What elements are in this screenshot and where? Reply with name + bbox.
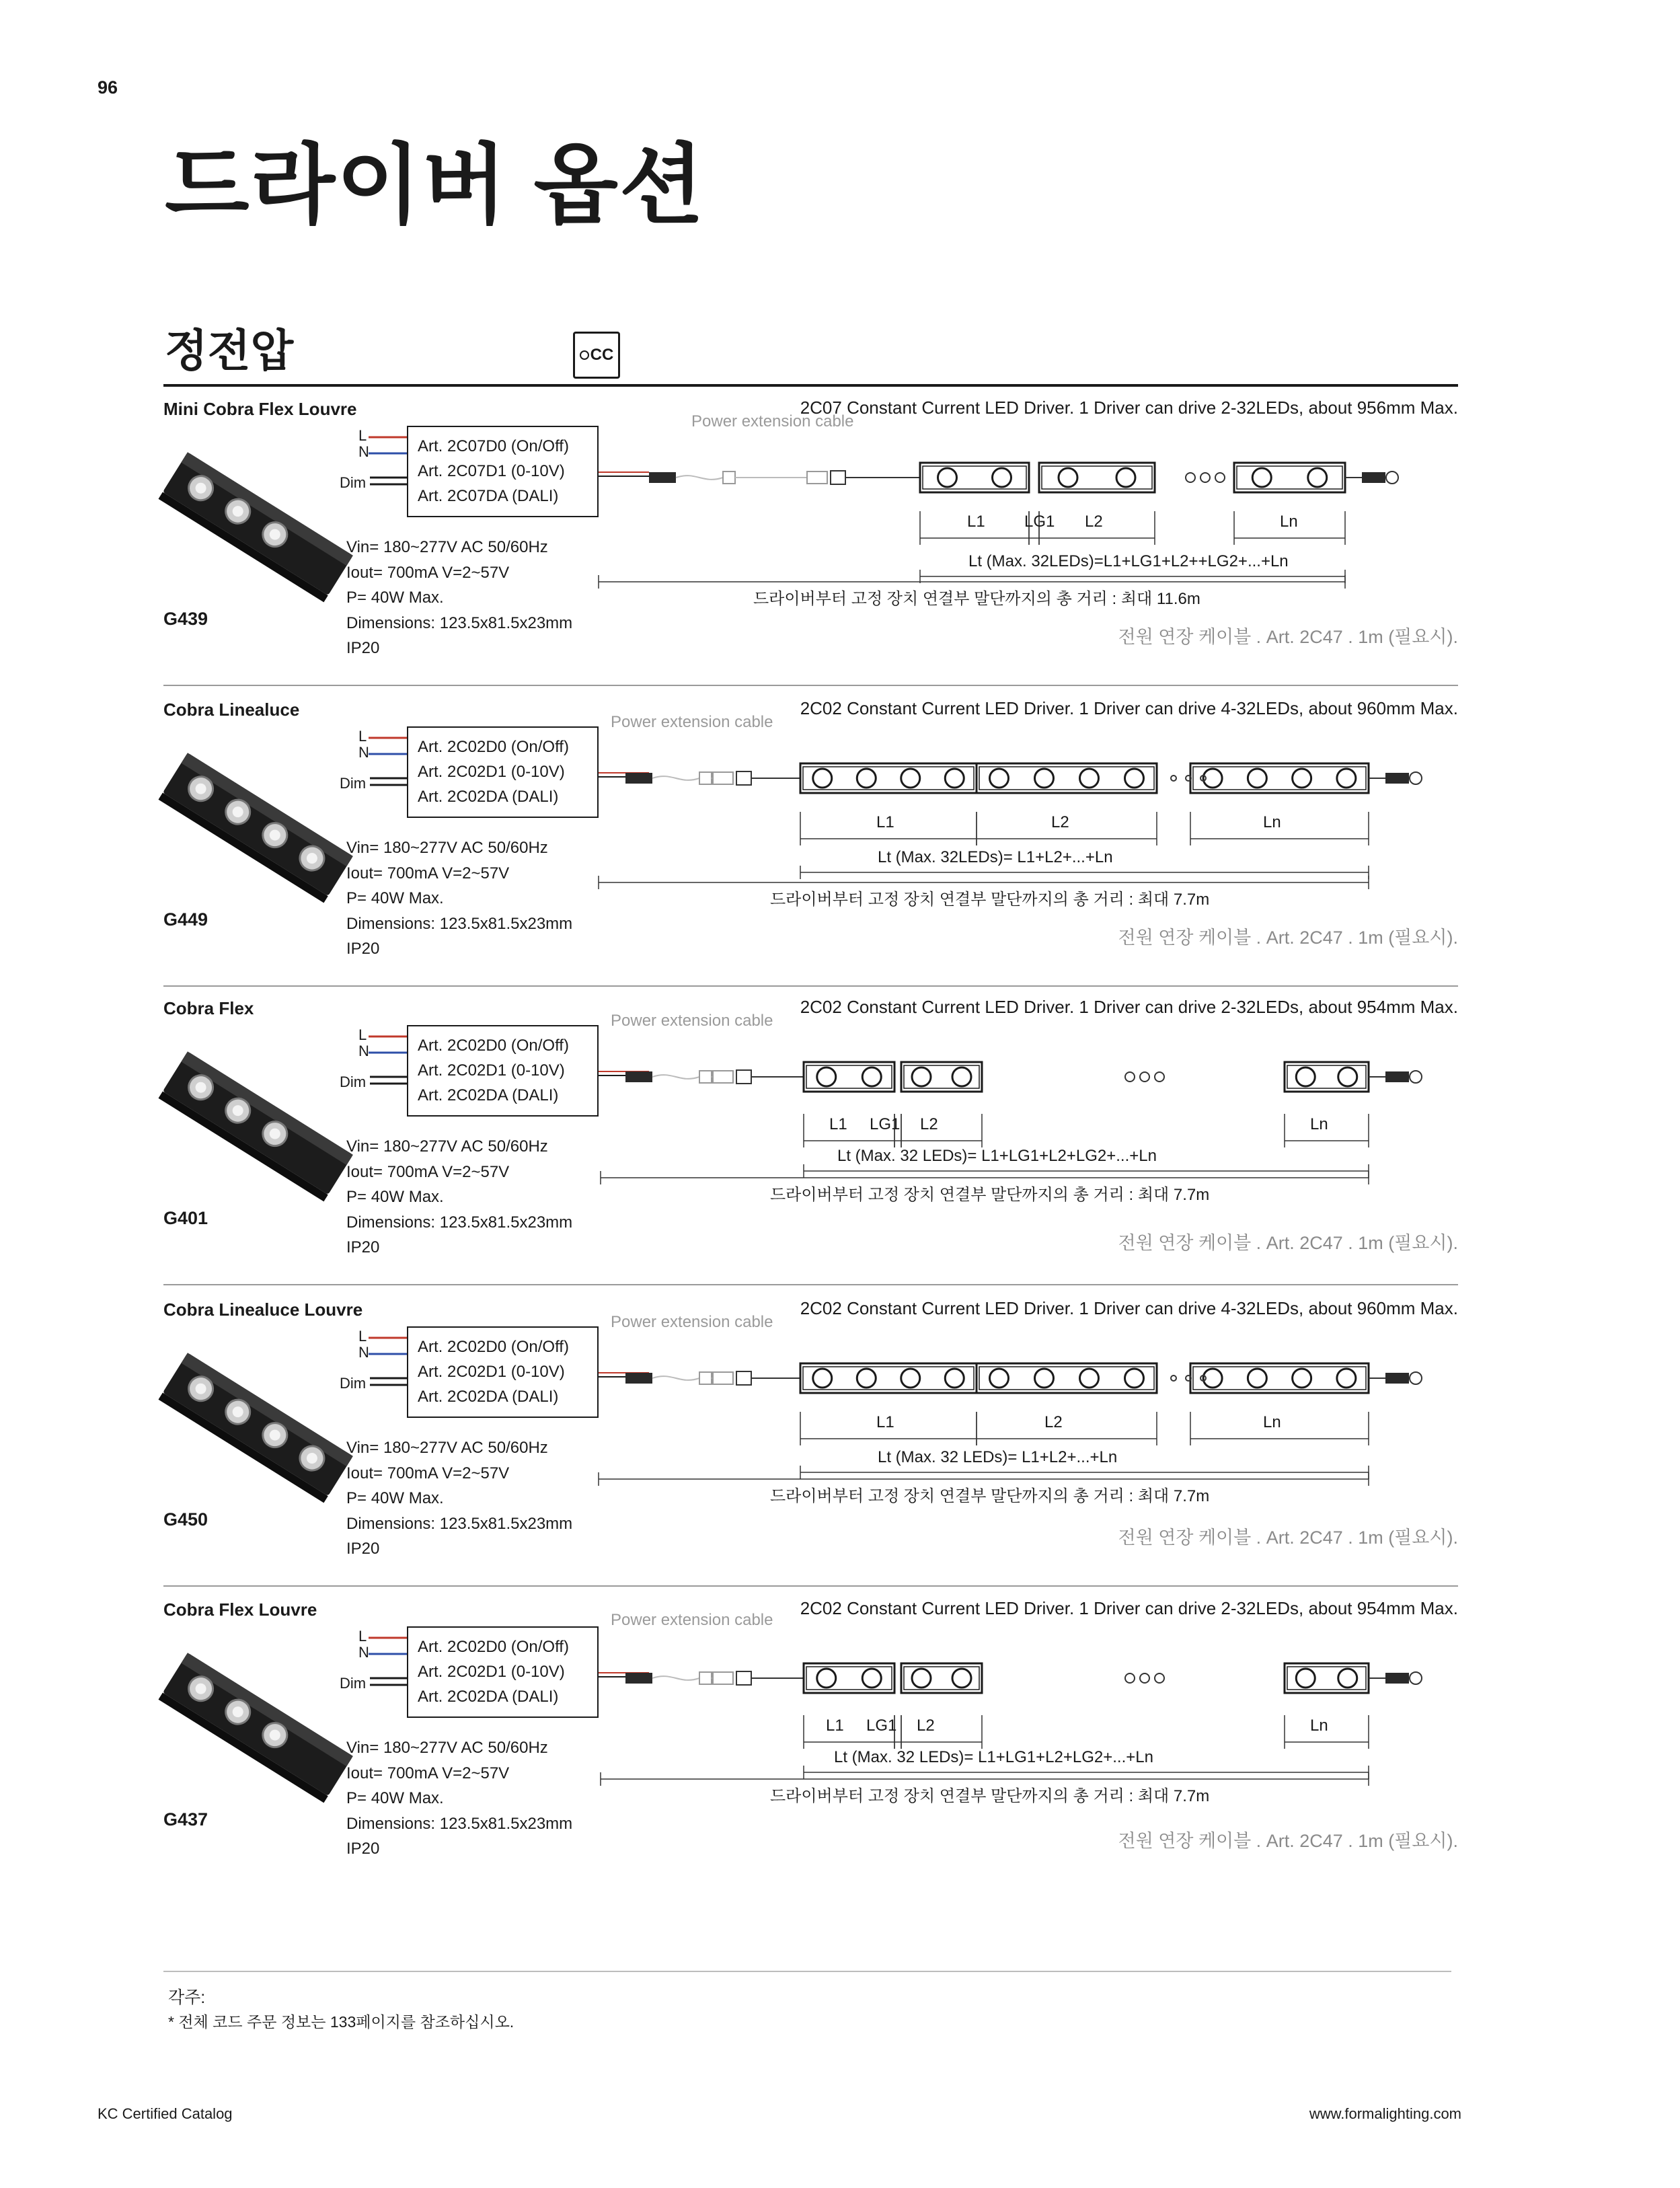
spec-line: IP20: [346, 1238, 380, 1256]
spec-line: P= 40W Max.: [346, 1188, 444, 1206]
driver-article: Art. 2C02D1 (0-10V): [418, 763, 565, 781]
cc-badge: [573, 332, 620, 379]
continuation-dot: [1186, 473, 1195, 482]
spec-line: Dimensions: 123.5x81.5x23mm: [346, 1213, 573, 1232]
cc-badge-label: CC: [590, 346, 614, 364]
product-description: 2C02 Constant Current LED Driver. 1 Driver can drive 4-32LEDs, about 960mm Max.: [800, 698, 1458, 718]
continuation-dot: [1125, 1072, 1135, 1082]
connector-icon: [831, 471, 845, 484]
wire-label-n: N: [358, 744, 369, 761]
segment-label: L2: [1085, 513, 1103, 531]
fixture-module: [901, 1062, 982, 1092]
continuation-dot: [1171, 1375, 1176, 1381]
connector-icon: [649, 472, 676, 483]
end-cap-icon: [1385, 1071, 1409, 1082]
total-distance: 드라이버부터 고정 장치 연결부 말단까지의 총 거리 : 최대 7.7m: [770, 1787, 1210, 1805]
continuation-dot: [1200, 473, 1210, 482]
product-name: Cobra Flex: [163, 998, 254, 1018]
plug-icon: [699, 1071, 712, 1083]
spec-line: IP20: [346, 1540, 380, 1558]
spec-line: Vin= 180~277V AC 50/60Hz: [346, 839, 548, 857]
spec-line: IP20: [346, 1840, 380, 1858]
plug-icon: [713, 1372, 733, 1384]
lt-formula: Lt (Max. 32 LEDs)= L1+LG1+L2+LG2+...+Ln: [837, 1147, 1157, 1165]
continuation-dot: [1215, 473, 1225, 482]
plug-icon: [699, 1672, 712, 1684]
segment-label: L2: [917, 1717, 935, 1735]
plug-icon: [713, 1071, 733, 1083]
lt-formula: Lt (Max. 32LEDs)=L1+LG1+L2++LG2+...+Ln: [968, 552, 1289, 570]
wire-label-l: L: [358, 1026, 367, 1043]
wire-label-dim: Dim: [340, 474, 367, 491]
fixture-module: [1190, 763, 1369, 793]
spec-line: Vin= 180~277V AC 50/60Hz: [346, 1739, 548, 1757]
fixture-module: [1039, 463, 1155, 492]
product-code: G439: [163, 609, 208, 629]
end-loop-icon: [1410, 1672, 1422, 1684]
spec-line: Dimensions: 123.5x81.5x23mm: [346, 914, 573, 933]
wire-label-l: L: [358, 1328, 367, 1345]
spec-line: IP20: [346, 940, 380, 958]
spec-line: Iout= 700mA V=2~57V: [346, 1162, 510, 1181]
spec-line: IP20: [346, 639, 380, 657]
lt-formula: Lt (Max. 32LEDs)= L1+L2+...+Ln: [878, 848, 1113, 866]
product-name: Mini Cobra Flex Louvre: [163, 399, 357, 419]
segment-label: L2: [1044, 1413, 1063, 1431]
end-cap-icon: [1362, 472, 1385, 483]
power-cable-label: Power extension cable: [611, 1012, 773, 1030]
wire-label-n: N: [358, 1644, 369, 1661]
product-description: 2C02 Constant Current LED Driver. 1 Driver can drive 4-32LEDs, about 960mm Max.: [800, 1298, 1458, 1318]
wire-label-dim: Dim: [340, 1375, 367, 1392]
notes-title: 각주:: [168, 1988, 206, 2007]
total-distance: 드라이버부터 고정 장치 연결부 말단까지의 총 거리 : 최대 7.7m: [770, 1487, 1210, 1505]
extension-note: 전원 연장 케이블 . Art. 2C47 . 1m (필요시).: [1118, 1527, 1458, 1548]
end-cap-icon: [1385, 1373, 1409, 1384]
footer-catalog-name: KC Certified Catalog: [98, 2105, 233, 2122]
connector-icon: [625, 773, 652, 784]
driver-article: Art. 2C02D1 (0-10V): [418, 1663, 565, 1681]
wire-label-l: L: [358, 1628, 367, 1645]
segment-label: LG1: [866, 1717, 897, 1735]
spec-line: Dimensions: 123.5x81.5x23mm: [346, 1814, 573, 1833]
plug-icon: [807, 471, 827, 484]
product-code: G449: [163, 909, 208, 930]
spec-line: Vin= 180~277V AC 50/60Hz: [346, 1439, 548, 1457]
extension-cable: [676, 476, 723, 480]
plug-icon: [699, 772, 712, 784]
segment-label: Ln: [1280, 513, 1298, 531]
product-code: G401: [163, 1208, 208, 1228]
connector-icon: [625, 1373, 652, 1384]
driver-article: Art. 2C02D1 (0-10V): [418, 1363, 565, 1381]
connector-icon: [736, 771, 751, 785]
connector-icon: [736, 1671, 751, 1685]
end-loop-icon: [1410, 772, 1422, 784]
continuation-dot: [1155, 1072, 1164, 1082]
wire-label-n: N: [358, 1344, 369, 1361]
driver-article: Art. 2C02DA (DALI): [418, 788, 559, 806]
wire-label-n: N: [358, 1043, 369, 1059]
product-block: [0, 687, 1680, 987]
fixture-module: [977, 763, 1157, 793]
power-cable-label: Power extension cable: [611, 713, 773, 731]
segment-label: L1: [826, 1717, 844, 1735]
segment-label: LG1: [1024, 513, 1055, 531]
extension-cable: [652, 1376, 699, 1380]
spec-line: Vin= 180~277V AC 50/60Hz: [346, 1137, 548, 1156]
segment-label: Ln: [1310, 1115, 1328, 1133]
driver-article: Art. 2C07D0 (On/Off): [418, 437, 569, 455]
extension-cable: [652, 1676, 699, 1680]
product-name: Cobra Linealuce: [163, 700, 300, 720]
fixture-module: [800, 1363, 977, 1393]
segment-label: LG1: [870, 1115, 901, 1133]
connector-icon: [736, 1371, 751, 1385]
driver-article: Art. 2C02DA (DALI): [418, 1086, 559, 1104]
product-block: [0, 986, 1680, 1285]
fixture-module: [1190, 1363, 1369, 1393]
segment-label: L1: [876, 813, 894, 831]
driver-article: Art. 2C02DA (DALI): [418, 1388, 559, 1406]
extension-note: 전원 연장 케이블 . Art. 2C47 . 1m (필요시).: [1118, 1233, 1458, 1253]
extension-cable: [652, 776, 699, 780]
fixture-module: [800, 763, 977, 793]
footer-website: www.formalighting.com: [1309, 2105, 1461, 2122]
total-distance: 드라이버부터 고정 장치 연결부 말단까지의 총 거리 : 최대 7.7m: [770, 1186, 1210, 1204]
power-cable-label: Power extension cable: [691, 412, 854, 430]
wire-label-l: L: [358, 728, 367, 745]
product-name: Cobra Flex Louvre: [163, 1599, 317, 1620]
wire-label-dim: Dim: [340, 1073, 367, 1090]
segment-label: L1: [876, 1413, 894, 1431]
extension-note: 전원 연장 케이블 . Art. 2C47 . 1m (필요시).: [1118, 1831, 1458, 1851]
power-cable-label: Power extension cable: [611, 1313, 773, 1331]
product-block: [0, 1587, 1680, 1887]
end-loop-icon: [1386, 471, 1398, 484]
spec-line: P= 40W Max.: [346, 1789, 444, 1807]
spec-line: P= 40W Max.: [346, 589, 444, 607]
fixture-module: [901, 1663, 982, 1693]
extension-note: 전원 연장 케이블 . Art. 2C47 . 1m (필요시).: [1118, 928, 1458, 948]
continuation-dot: [1140, 1673, 1149, 1683]
extension-note: 전원 연장 케이블 . Art. 2C47 . 1m (필요시).: [1118, 627, 1458, 647]
segment-label: L1: [967, 513, 985, 531]
extension-cable: [652, 1075, 699, 1079]
wire-label-dim: Dim: [340, 775, 367, 792]
total-distance: 드라이버부터 고정 장치 연결부 말단까지의 총 거리 : 최대 7.7m: [770, 891, 1210, 909]
end-loop-icon: [1410, 1372, 1422, 1384]
connector-icon: [625, 1673, 652, 1684]
end-loop-icon: [1410, 1071, 1422, 1083]
fixture-module: [920, 463, 1029, 492]
driver-article: Art. 2C02D0 (On/Off): [418, 1338, 569, 1356]
product-name: Cobra Linealuce Louvre: [163, 1299, 363, 1320]
spec-line: Iout= 700mA V=2~57V: [346, 1764, 510, 1782]
end-cap-icon: [1385, 1673, 1409, 1684]
plug-icon: [723, 471, 735, 484]
plug-icon: [713, 772, 733, 784]
segment-label: Ln: [1263, 1413, 1281, 1431]
spec-line: Dimensions: 123.5x81.5x23mm: [346, 1514, 573, 1533]
product-divider: [163, 1284, 1458, 1285]
fixture-module: [977, 1363, 1157, 1393]
wire-label-l: L: [358, 427, 367, 444]
product-description: 2C07 Constant Current LED Driver. 1 Driver can drive 2-32LEDs, about 956mm Max.: [800, 398, 1458, 418]
connector-icon: [736, 1070, 751, 1084]
section-title: 정전압: [165, 326, 294, 375]
driver-article: Art. 2C02DA (DALI): [418, 1688, 559, 1706]
wire-label-dim: Dim: [340, 1675, 367, 1692]
segment-label: Ln: [1310, 1717, 1328, 1735]
product-block: [0, 1287, 1680, 1587]
plug-icon: [699, 1372, 712, 1384]
page-title: 드라이버 옵션: [165, 136, 705, 234]
driver-article: Art. 2C02D1 (0-10V): [418, 1061, 565, 1080]
connector-icon: [625, 1071, 652, 1082]
spec-line: Vin= 180~277V AC 50/60Hz: [346, 538, 548, 556]
spec-line: Iout= 700mA V=2~57V: [346, 1464, 510, 1482]
product-divider: [163, 685, 1458, 686]
product-code: G450: [163, 1509, 208, 1530]
continuation-dot: [1171, 776, 1176, 781]
spec-line: Iout= 700mA V=2~57V: [346, 563, 510, 582]
total-distance: 드라이버부터 고정 장치 연결부 말단까지의 총 거리 : 최대 11.6m: [753, 590, 1200, 608]
driver-article: Art. 2C02D0 (On/Off): [418, 738, 569, 756]
driver-article: Art. 2C02D0 (On/Off): [418, 1036, 569, 1055]
lt-formula: Lt (Max. 32 LEDs)= L1+LG1+L2+LG2+...+Ln: [834, 1748, 1153, 1766]
spec-line: P= 40W Max.: [346, 889, 444, 907]
spec-line: Dimensions: 123.5x81.5x23mm: [346, 613, 573, 632]
product-block: [0, 387, 1680, 686]
driver-article: Art. 2C07D1 (0-10V): [418, 462, 565, 480]
driver-article: Art. 2C02D0 (On/Off): [418, 1638, 569, 1656]
continuation-dot: [1140, 1072, 1149, 1082]
cc-dot-icon: [580, 350, 589, 360]
wire-label-n: N: [358, 443, 369, 460]
notes-text: * 전체 코드 주문 정보는 133페이지를 참조하십시오.: [168, 2013, 514, 2031]
product-description: 2C02 Constant Current LED Driver. 1 Driver can drive 2-32LEDs, about 954mm Max.: [800, 997, 1458, 1017]
continuation-dot: [1155, 1673, 1164, 1683]
end-cap-icon: [1385, 773, 1409, 784]
segment-label: L2: [920, 1115, 938, 1133]
spec-line: P= 40W Max.: [346, 1489, 444, 1507]
page-number: 96: [98, 77, 118, 98]
segment-label: L2: [1051, 813, 1069, 831]
spec-line: Iout= 700mA V=2~57V: [346, 864, 510, 882]
driver-article: Art. 2C07DA (DALI): [418, 487, 559, 505]
fixture-module: [1234, 463, 1345, 492]
product-description: 2C02 Constant Current LED Driver. 1 Driver can drive 2-32LEDs, about 954mm Max.: [800, 1598, 1458, 1618]
segment-label: L1: [829, 1115, 847, 1133]
footer-divider: [163, 1971, 1451, 1972]
plug-icon: [713, 1672, 733, 1684]
power-cable-label: Power extension cable: [611, 1611, 773, 1629]
product-code: G437: [163, 1809, 208, 1829]
lt-formula: Lt (Max. 32 LEDs)= L1+L2+...+Ln: [878, 1448, 1118, 1466]
segment-label: Ln: [1263, 813, 1281, 831]
continuation-dot: [1125, 1673, 1135, 1683]
product-divider: [163, 1585, 1458, 1587]
